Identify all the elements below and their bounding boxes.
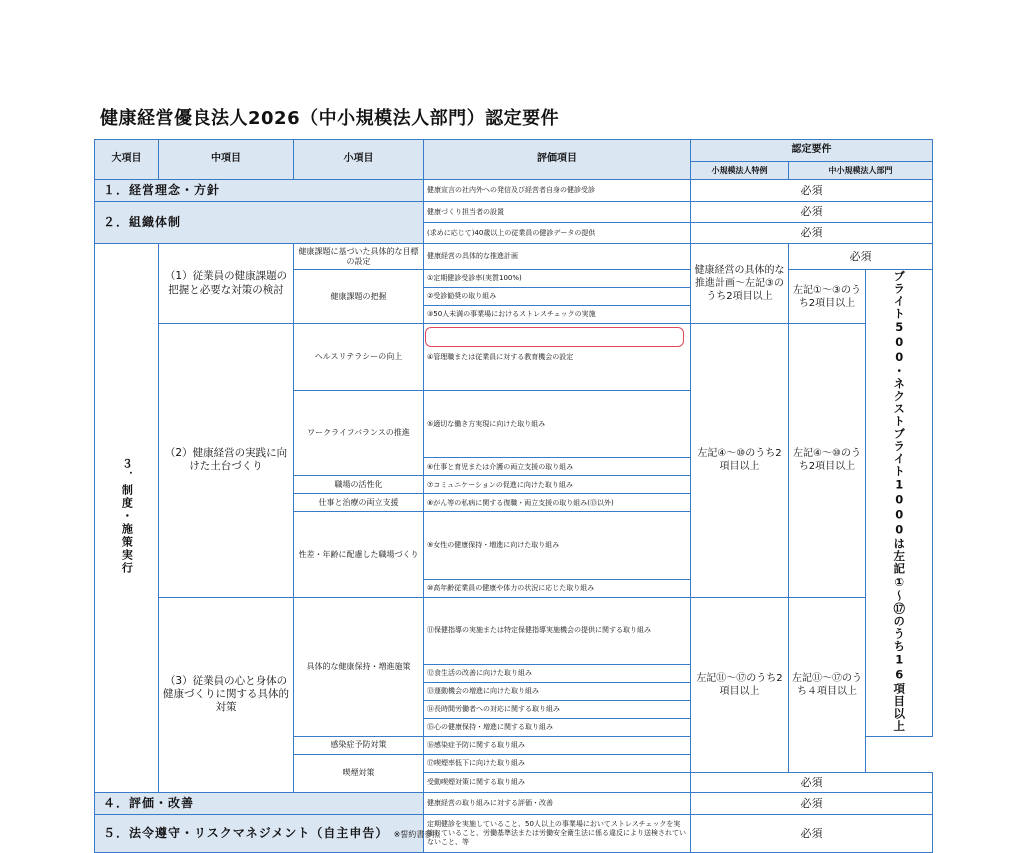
eval-item: ⑦コミュニケーションの促進に向けた取り組み bbox=[424, 476, 691, 494]
req-tokurei-plan: 健康経営の具体的な推進計画～左記③のうち2項目以上 bbox=[691, 244, 789, 324]
small-item: 健康課題の把握 bbox=[294, 270, 424, 324]
eval-item: ⑯感染症予防に関する取り組み bbox=[424, 736, 691, 754]
middle-item-1: （1）従業員の健康課題の把握と必要な対策の検討 bbox=[159, 244, 294, 324]
header-bumon: 中小規模法人部門 bbox=[789, 162, 933, 180]
header-chukoumoku: 中項目 bbox=[159, 140, 294, 180]
req-hissu: 必須 bbox=[691, 772, 933, 792]
req-cond-11-17: 左記⑪～⑰のうち４項目以上 bbox=[789, 597, 866, 772]
eval-item: 定期健診を実施していること、50人以上の事業場においてストレスチェックを実施していること、労働基準法または労働安全衛生法に係る違反により送検されていないこと、等 bbox=[424, 814, 691, 852]
middle-item-3: （3）従業員の心と身体の健康づくりに関する具体的対策 bbox=[159, 597, 294, 792]
header-nintei: 認定要件 bbox=[691, 140, 933, 162]
highlight-outline bbox=[425, 327, 684, 347]
small-item: 職場の活性化 bbox=[294, 476, 424, 494]
eval-item: ⑧がん等の私病に関する復職・両立支援の取り組み(⑬以外) bbox=[424, 494, 691, 512]
req-bright: ブライト500・ネクストブライト1000は左記①～⑰のうち16項目以上 bbox=[866, 270, 933, 737]
section-1: １．経営理念・方針 bbox=[95, 180, 424, 202]
eval-item: 受動喫煙対策に関する取り組み bbox=[424, 772, 691, 792]
eval-item: ⑰喫煙率低下に向けた取り組み bbox=[424, 754, 691, 772]
small-item: 喫煙対策 bbox=[294, 754, 424, 792]
eval-item: ⑬運動機会の増進に向けた取り組み bbox=[424, 682, 691, 700]
middle-item-2: （2）健康経営の実践に向けた土台づくり bbox=[159, 324, 294, 598]
req-cond-4-10-tokurei: 左記④～⑩のうち2項目以上 bbox=[691, 324, 789, 598]
small-item: ヘルスリテラシーの向上 bbox=[294, 324, 424, 391]
header-shoukoumoku: 小項目 bbox=[294, 140, 424, 180]
header-tokurei: 小規模法人特例 bbox=[691, 162, 789, 180]
req-hissu: 必須 bbox=[789, 244, 933, 270]
small-item: 仕事と治療の両立支援 bbox=[294, 494, 424, 512]
eval-item: ⑩高年齢従業員の健康や体力の状況に応じた取り組み bbox=[424, 579, 691, 597]
header-daikoumoku: 大項目 bbox=[95, 140, 159, 180]
req-cond-1-3: 左記①～③のうち2項目以上 bbox=[789, 270, 866, 324]
section-4: ４．評価・改善 bbox=[95, 792, 424, 814]
small-item: 具体的な健康保持・増進施策 bbox=[294, 597, 424, 736]
small-item: 感染症予防対策 bbox=[294, 736, 424, 754]
eval-item: ⑨女性の健康保持・増進に向けた取り組み bbox=[424, 512, 691, 579]
req-hissu: 必須 bbox=[691, 792, 933, 814]
req-cond-11-17-tokurei: 左記⑪～⑰のうち2項目以上 bbox=[691, 597, 789, 772]
header-hyouka: 評価項目 bbox=[424, 140, 691, 180]
eval-item: 健康経営の具体的な推進計画 bbox=[424, 244, 691, 270]
req-hissu: 必須 bbox=[691, 180, 933, 202]
eval-item: ⑤適切な働き方実現に向けた取り組み bbox=[424, 391, 691, 458]
small-item: ワークライフバランスの推進 bbox=[294, 391, 424, 476]
page-title: 健康経営優良法人2026（中小規模法人部門）認定要件 bbox=[100, 108, 560, 129]
eval-item: ⑭長時間労働者への対応に関する取り組み bbox=[424, 700, 691, 718]
eval-item: 健康経営の取り組みに対する評価・改善 bbox=[424, 792, 691, 814]
small-item: 性差・年齢に配慮した職場づくり bbox=[294, 512, 424, 597]
eval-item: ③50人未満の事業場におけるストレスチェックの実施 bbox=[424, 306, 691, 324]
req-hissu: 必須 bbox=[691, 202, 933, 223]
req-cond-4-10: 左記④～⑩のうち2項目以上 bbox=[789, 324, 866, 598]
eval-item: ①定期健診受診率(実質100%) bbox=[424, 270, 691, 288]
eval-item: 健康宣言の社内外への発信及び経営者自身の健診受診 bbox=[424, 180, 691, 202]
eval-item: (求めに応じて)40歳以上の従業員の健診データの提供 bbox=[424, 223, 691, 244]
eval-item: ②受診勧奨の取り組み bbox=[424, 288, 691, 306]
section-2: ２．組織体制 bbox=[95, 202, 424, 244]
small-item: 健康課題に基づいた具体的な目標の設定 bbox=[294, 244, 424, 270]
pledge-note: ※誓約書参照 bbox=[393, 829, 441, 839]
req-hissu: 必須 bbox=[691, 814, 933, 852]
eval-item: ⑫食生活の改善に向けた取り組み bbox=[424, 664, 691, 682]
eval-item: ⑪保健指導の実施または特定保健指導実施機会の提供に関する取り組み bbox=[424, 597, 691, 664]
section-5: ５．法令遵守・リスクマネジメント（自主申告） ※誓約書参照 bbox=[95, 814, 424, 852]
section-3: ３．制度・施策実行 bbox=[95, 244, 159, 793]
eval-item: ④管理職または従業員に対する教育機会の設定 bbox=[424, 324, 691, 391]
eval-item: 健康づくり担当者の設置 bbox=[424, 202, 691, 223]
eval-item: ⑮心の健康保持・増進に関する取り組み bbox=[424, 718, 691, 736]
eval-item: ⑥仕事と育児または介護の両立支援の取り組み bbox=[424, 458, 691, 476]
requirements-table bbox=[94, 139, 933, 853]
req-hissu: 必須 bbox=[691, 223, 933, 244]
